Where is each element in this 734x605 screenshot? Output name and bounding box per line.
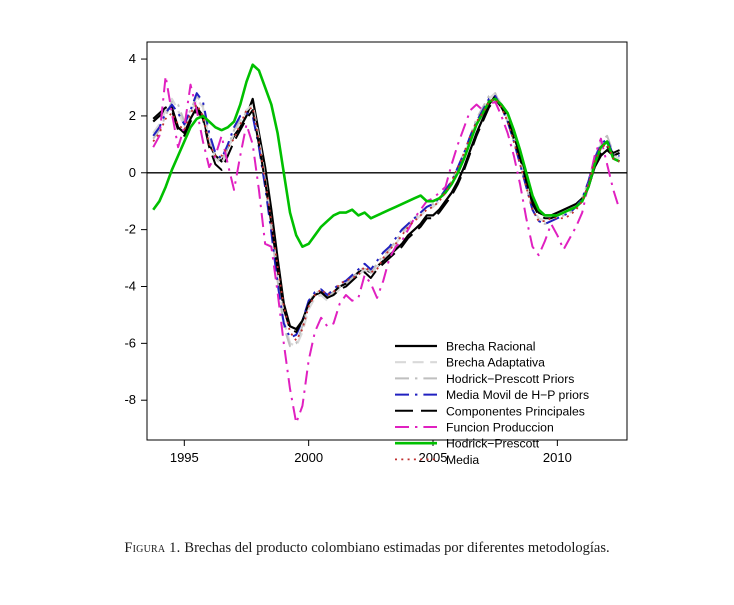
y-axis-tick-label: -8 — [124, 392, 136, 408]
figure-label: Figura 1. — [124, 540, 181, 556]
y-axis-tick-label: -2 — [124, 221, 136, 237]
y-axis-tick-label: 0 — [128, 164, 136, 180]
y-axis-tick-label: -4 — [124, 278, 136, 294]
legend-label-0: Brecha Racional — [446, 339, 536, 354]
x-axis-tick-label: 2000 — [294, 450, 324, 465]
figure-caption-text: Brechas del producto colombiano estimadas por diferentes metodologías. — [184, 540, 610, 556]
x-axis-tick-label: 2005 — [418, 450, 448, 465]
legend-label-6: Hodrick−Prescott — [446, 436, 540, 451]
figure-caption — [0, 540, 734, 557]
legend-label-7: Media — [446, 452, 480, 467]
x-axis-tick-label: 1995 — [169, 450, 199, 465]
legend-label-5: Funcion Produccion — [446, 420, 554, 435]
legend-label-4: Componentes Principales — [446, 404, 585, 419]
x-axis-tick-label: 2010 — [542, 450, 572, 465]
y-axis-tick-label: 2 — [128, 107, 136, 123]
legend-label-2: Hodrick−Prescott Priors — [446, 371, 575, 386]
y-axis-tick-label: -6 — [124, 335, 136, 351]
series-line-7 — [153, 99, 619, 341]
gap-estimates-line-chart — [95, 28, 635, 498]
legend-label-1: Brecha Adaptativa — [446, 355, 545, 370]
y-axis-tick-label: 4 — [128, 51, 136, 67]
legend-label-3: Media Movil de H−P priors — [446, 388, 590, 403]
chart-plot-area — [95, 28, 635, 498]
